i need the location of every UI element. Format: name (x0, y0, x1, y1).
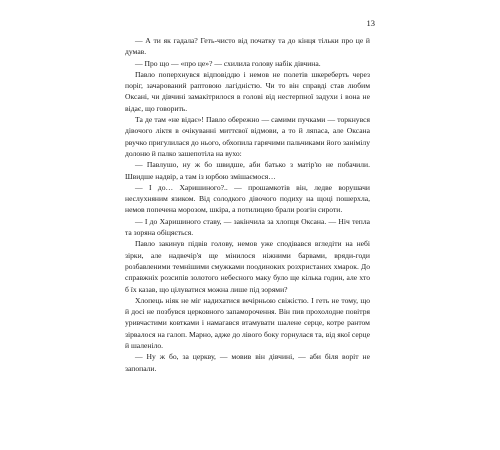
body-text (125, 35, 370, 374)
paragraph: — І до Харишиного ставу, — закінчила за хлопця Оксана. — Ніч тепла та зоряна обіцяється. (125, 216, 370, 238)
paragraph: Павло закинув підвів голову, немов уже сподівався вгледіти на небі зірки, але надвечір'я ще мінилося ніжними барвами, вряди-годи розбавленими темнішими смужками поодиноких розхристаних хмарок. До справжніх розсипів золотого небесного маку було ще кілька годин, але хто б їх казав, що цілуватися можна лише під зорями? (125, 239, 370, 294)
paragraph: — Про що — «про це»? — схилила голову набік дівчина. (135, 58, 321, 68)
paragraph: — Павлушо, ну ж бо швидше, аби батько з матір'ю не побачили. Швидше надвір, а там із юрбою змішаємося… (125, 160, 370, 181)
paragraph: Хлопець ніяк не міг надихатися вечірньою свіжістю. І геть не тому, що й досі не позбувся церковного запаморочення. Він пив прохолодне повітря уривчастими ковтками і намагався втамувати шалене серце, котре рантом зірвалося на галоп. Марно, адже до лівого боку горнулася та, від якої серце й шаленіло. (125, 295, 370, 351)
paragraph: — Ну ж бо, за церкву, — мовив він дівчині, — аби біля воріт не запопали. (125, 352, 370, 373)
paragraph: Павло поперхнувся відповіддю і немов не полетів шкереберть через поріг, зачарований раптовою лагідністю. Чи то він справді став любим Оксані, чи дівчині замакітрилося в голові від нестерпної задухи і вона не відає, що говорить. (125, 69, 370, 113)
paragraph: — І до… Харишиного?.. — прошамкотів він, ледве ворушачи неслухняним язиком. Від солодкого дівочого подиху на щоці пошерхла, немов попечена морозом, шкіра, а потилицею брали розгін сироти. (125, 182, 370, 215)
paragraph: — А ти як гадала? Геть-чисто від початку та до кінця тільки про це й думав. (125, 36, 370, 57)
page-number: 13 (366, 18, 375, 28)
paragraph: Та де там «не відає»! Павло обережно — самими пучками — торкнувся дівочого ліктя в очікуванні миттєвої відмови, а то й ляпаса, але Оксана рвучко пригулилася до нього, обхопила гарячими пальчиками його занімілу долоню й палко зашепотіла на вухо: (125, 115, 371, 158)
